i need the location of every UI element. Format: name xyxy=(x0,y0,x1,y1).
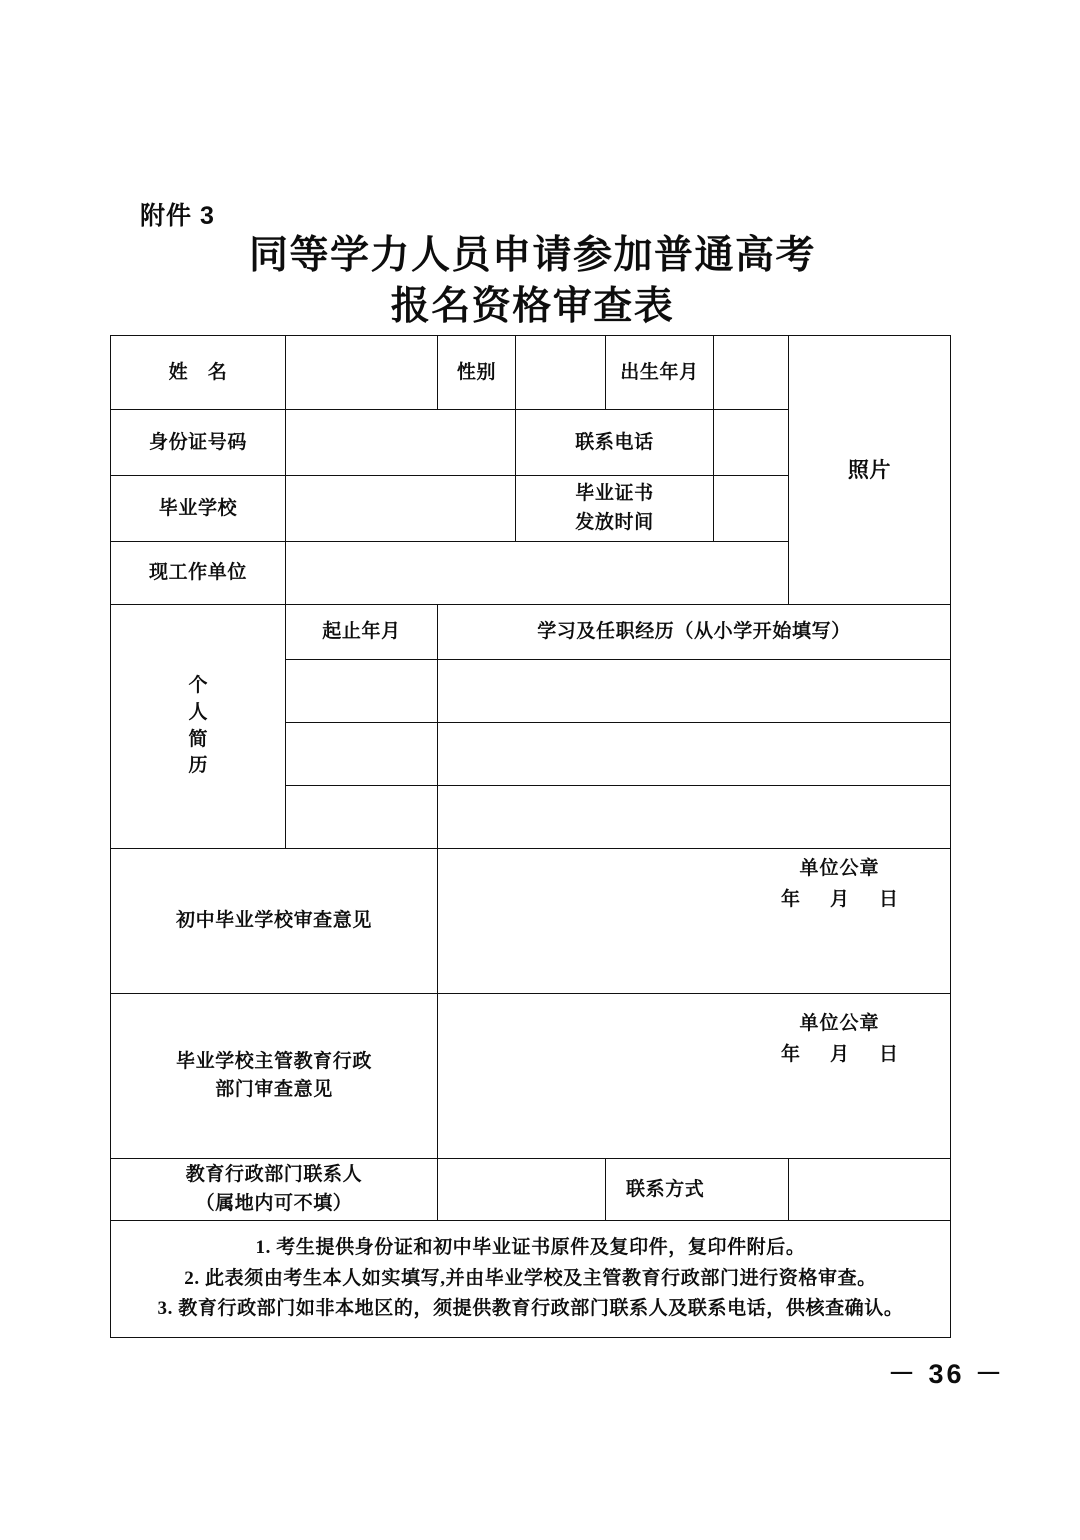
field-gender[interactable] xyxy=(516,336,606,410)
field-resume-experience[interactable] xyxy=(438,660,951,723)
field-resume-experience[interactable] xyxy=(438,723,951,786)
label-work-unit: 现工作单位 xyxy=(111,542,286,605)
label-name: 姓 名 xyxy=(111,336,286,410)
field-education-authority-review[interactable] xyxy=(438,994,951,1159)
label-certificate-date xyxy=(516,476,714,542)
date-year-label: 年 xyxy=(780,888,800,910)
seal-date-line xyxy=(781,1040,898,1070)
photo-cell[interactable]: 照片 xyxy=(789,336,951,605)
note-item: 3. 教育行政部门如非本地区的，须提供教育行政部门联系人及联系电话，供核查确认。 xyxy=(157,1298,904,1320)
label-graduation-school: 毕业学校 xyxy=(111,476,286,542)
row-name-gender-birth xyxy=(111,336,951,410)
date-day-label: 日 xyxy=(878,1043,898,1065)
note-item: 2. 此表须由考生本人如实填写,并由毕业学校及主管教育行政部门进行资格审查。 xyxy=(184,1267,877,1289)
row-contact xyxy=(111,1159,951,1221)
page-title-line-2: 报名资格审查表 xyxy=(390,285,675,329)
row-education-authority-review xyxy=(111,994,951,1159)
label-phone: 联系电话 xyxy=(516,410,714,476)
date-month-label: 月 xyxy=(829,888,849,910)
label-personal-resume-char-0: 个 xyxy=(188,674,208,696)
education-authority-seal-block xyxy=(781,1009,898,1070)
notes-cell xyxy=(111,1221,951,1338)
field-resume-date-range[interactable] xyxy=(286,723,438,786)
label-certificate-date-line-1: 毕业证书 xyxy=(575,483,654,504)
label-education-authority-review-line-1: 毕业学校主管教育行政 xyxy=(175,1050,372,1072)
row-junior-school-review xyxy=(111,849,951,994)
label-gender: 性别 xyxy=(438,336,516,410)
seal-label: 单位公章 xyxy=(799,858,880,880)
field-id-number[interactable] xyxy=(286,410,516,476)
field-work-unit[interactable] xyxy=(286,542,789,605)
registration-qualification-form xyxy=(110,335,951,1338)
row-resume-header xyxy=(111,605,951,660)
label-contact-person-line-2: （属地内可不填） xyxy=(195,1192,353,1214)
label-personal-resume-char-2: 简 xyxy=(188,728,208,750)
field-resume-experience[interactable] xyxy=(438,786,951,849)
note-item: 1. 考生提供身份证和初中毕业证书原件及复印件，复印件附后。 xyxy=(255,1236,806,1258)
label-personal-resume-stack xyxy=(115,673,281,781)
label-education-authority-review xyxy=(111,994,438,1159)
label-contact-person-line-1: 教育行政部门联系人 xyxy=(185,1164,363,1185)
field-name[interactable] xyxy=(286,336,438,410)
row-notes xyxy=(111,1221,951,1338)
date-month-label: 月 xyxy=(829,1043,849,1065)
date-year-label: 年 xyxy=(780,1043,800,1065)
label-junior-school-review: 初中毕业学校审查意见 xyxy=(111,849,438,994)
page-title-line-1: 同等学力人员申请参加普通高考 xyxy=(248,234,816,277)
label-personal-resume xyxy=(111,605,286,849)
label-personal-resume-char-1: 人 xyxy=(188,701,208,723)
label-id-number: 身份证号码 xyxy=(111,410,286,476)
date-day-label: 日 xyxy=(878,888,898,910)
page-number: － 36 － xyxy=(887,1359,1005,1389)
label-personal-resume-char-3: 历 xyxy=(188,755,208,777)
field-birth-date[interactable] xyxy=(714,336,789,410)
label-contact-method: 联系方式 xyxy=(606,1159,789,1221)
header-date-range: 起止年月 xyxy=(286,605,438,660)
attachment-label: 附件 3 xyxy=(140,202,215,230)
page-title xyxy=(110,230,955,333)
field-contact-method[interactable] xyxy=(789,1159,951,1221)
label-education-authority-review-line-2: 部门审查意见 xyxy=(215,1079,333,1100)
seal-label: 单位公章 xyxy=(799,1013,880,1035)
header-experience: 学习及任职经历（从小学开始填写） xyxy=(438,605,951,660)
junior-school-seal-block xyxy=(781,854,898,915)
field-graduation-school[interactable] xyxy=(286,476,516,542)
field-certificate-date[interactable] xyxy=(714,476,789,542)
field-resume-date-range[interactable] xyxy=(286,786,438,849)
label-certificate-date-line-2: 发放时间 xyxy=(575,511,654,533)
field-phone[interactable] xyxy=(714,410,789,476)
label-birth-date: 出生年月 xyxy=(606,336,714,410)
seal-date-line xyxy=(781,885,898,915)
label-contact-person xyxy=(111,1159,438,1221)
field-junior-school-review[interactable] xyxy=(438,849,951,994)
field-resume-date-range[interactable] xyxy=(286,660,438,723)
field-contact-person[interactable] xyxy=(438,1159,606,1221)
